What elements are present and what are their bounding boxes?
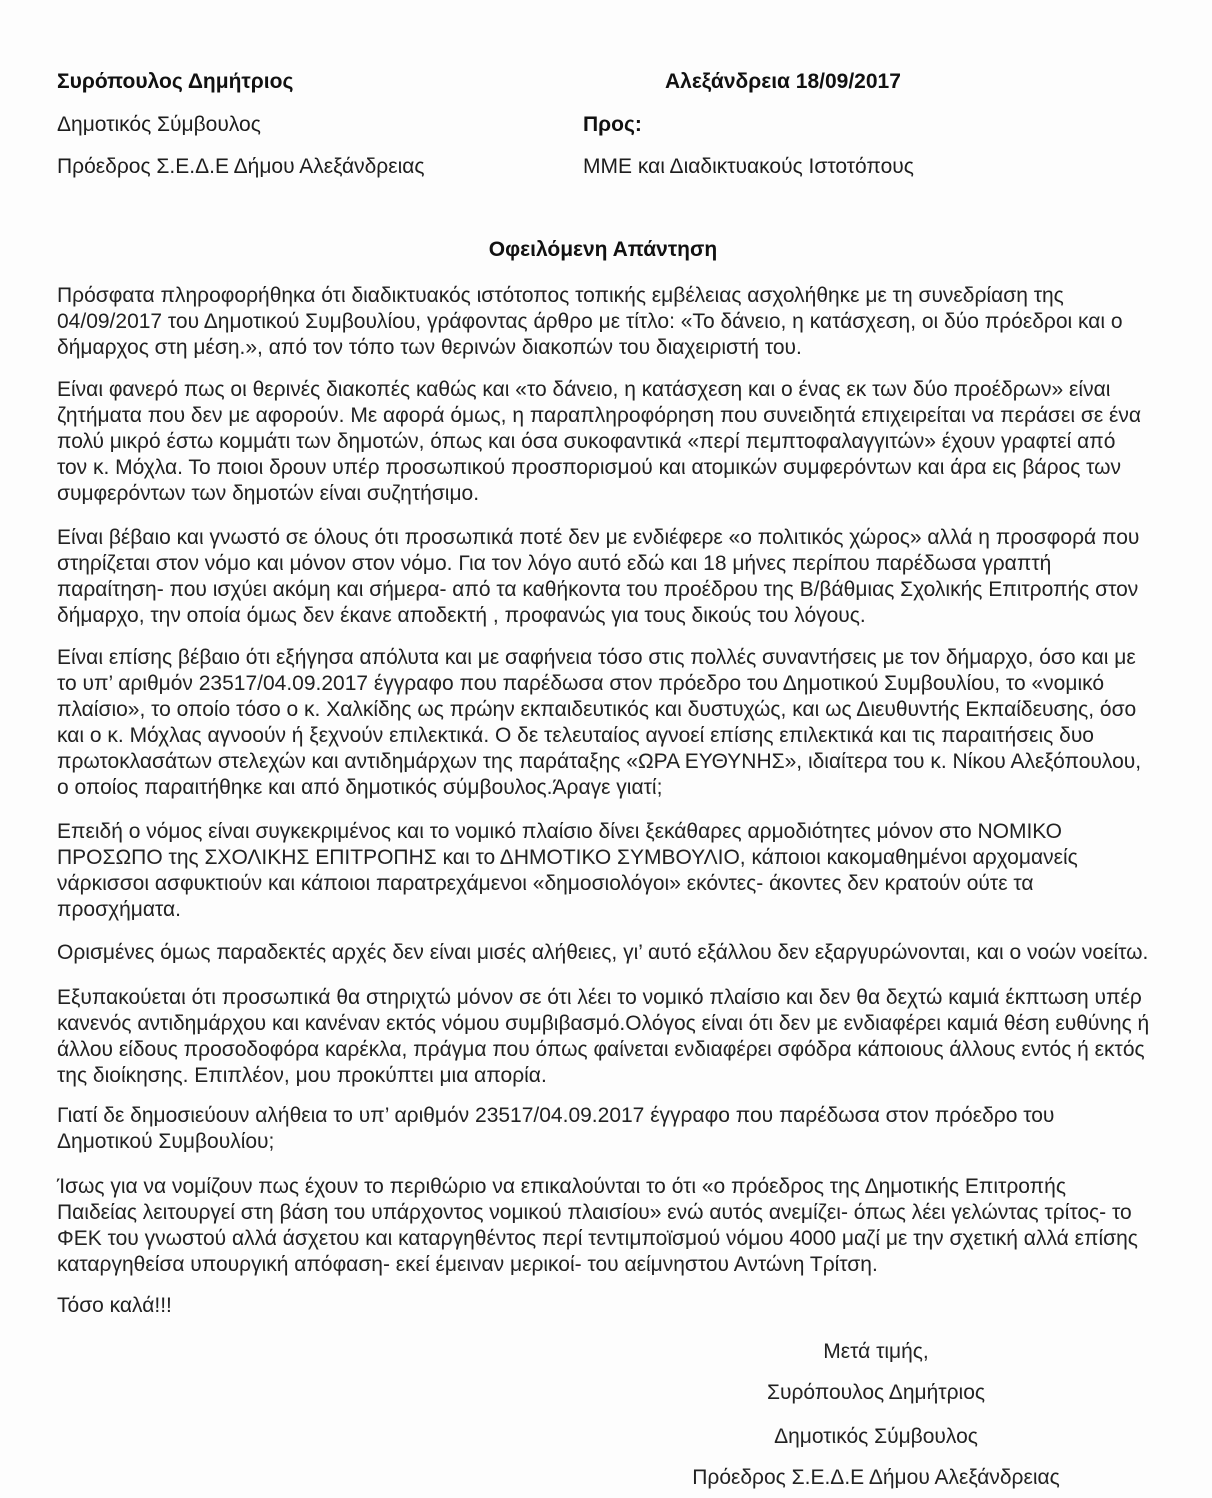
paragraph-line: Ίσως για να νομίζουν πως έχουν το περιθώριο να επικαλούνται το ότι «ο πρόεδρος της Δημοτικής Επιτροπής bbox=[57, 1175, 1066, 1198]
paragraph-line: ζητήματα που δεν με αφορούν. Με αφορά όμως, η παραπληροφόρηση που συνειδητά επιχειρείται να περάσει σε ένα bbox=[57, 404, 1142, 427]
paragraph-line: Παιδείας λειτουργεί στη βάση του υπάρχοντος νομικού πλαισίου» ενώ αυτός ανεμίζει- όπως λέει γελώντας τρίτος- το bbox=[57, 1201, 1132, 1224]
paragraph-line: νάρκισσοι ασφυκτιούν και κάποιοι παρατρεχάμενοι «δημοσιολόγοι» εκόντες- άκοντες δεν κρατούν ούτε τα bbox=[57, 872, 1034, 895]
closing-position: Πρόεδρος Σ.Ε.Δ.Ε Δήμου Αλεξάνδρειας bbox=[692, 1466, 1060, 1489]
sender-role: Δημοτικός Σύμβουλος bbox=[57, 113, 261, 136]
paragraph-line: ΠΡΟΣΩΠΟ της ΣΧΟΛΙΚΗΣ ΕΠΙΤΡΟΠΗΣ και το ΔΗΜΟΤΙΚΟ ΣΥΜΒΟΥΛΙΟ, κάποιοι κακομαθημένοι αρχομανείς bbox=[57, 846, 1078, 869]
paragraph-line: πρωτοκλασάτων στελεχών και αντιδημάρχων της παράταξης «ΩΡΑ ΕΥΘΥΝΗΣ», ιδιαίτερα του κ. Νίκου Αλεξόπουλου, bbox=[57, 750, 1142, 773]
paragraph-line: και ο κ. Μόχλας αγνοούν ή ξεχνούν επιλεκτικά. Ο δε τελευταίος αγνοεί επίσης επιλεκτικά και τις παραιτήσεις δυο bbox=[57, 724, 1094, 747]
place-date: Αλεξάνδρεια 18/09/2017 bbox=[665, 70, 901, 93]
body-paragraph bbox=[57, 283, 1167, 361]
paragraph-line: Τόσο καλά!!! bbox=[57, 1294, 172, 1317]
body-paragraph bbox=[57, 985, 1167, 1089]
paragraph-line: πλαίσιο», το οποίο τόσο ο κ. Χαλκίδης ως πρώην εκπαιδευτικός και δυστυχώς, και ως Διευθυντής Εκπαίδευσης, όσο bbox=[57, 698, 1137, 721]
paragraph-line: Είναι επίσης βέβαιο ότι εξήγησα απόλυτα και με σαφήνεια τόσο στις πολλές συναντήσεις με τον δήμαρχο, όσο και με bbox=[57, 646, 1136, 669]
sender-name: Συρόπουλος Δημήτριος bbox=[57, 70, 294, 93]
paragraph-line: προσχήματα. bbox=[57, 898, 181, 921]
paragraph-line: συμφερόντων των δημοτών είναι συζητήσιμο. bbox=[57, 482, 480, 505]
body-paragraph bbox=[57, 940, 1167, 966]
paragraph-line: Είναι φανερό πως οι θερινές διακοπές καθώς και «το δάνειο, η κατάσχεση και ο ένας εκ των δύο προέδρων» είναι bbox=[57, 378, 1111, 401]
body-paragraph bbox=[57, 1103, 1167, 1155]
body-paragraph bbox=[57, 645, 1167, 801]
paragraph-line: πολύ μικρό έστω κομμάτι των δημοτών, όπως και όσα συκοφαντικά «περί πεμπτοφαλαγγιτών» έχουν γραφτεί από bbox=[57, 430, 1116, 453]
paragraph-line: 04/09/2017 του Δημοτικού Συμβουλίου, γράφοντας άρθρο με τίτλο: «Το δάνειο, η κατάσχεση, οι δύο πρόεδροι και ο bbox=[57, 310, 1123, 333]
paragraph-line: ο οποίος παραιτήθηκε και από δημοτικός σύμβουλος.Άραγε γιατί; bbox=[57, 776, 663, 799]
paragraph-line: Πρόσφατα πληροφορήθηκα ότι διαδικτυακός ιστότοπος τοπικής εμβέλειας ασχολήθηκε με τη συνεδρίαση της bbox=[57, 284, 1064, 307]
paragraph-line: παραίτηση- που ισχύει ακόμη και σήμερα- από τα καθήκοντα του προέδρου της Β/βάθμιας Σχολικής Επιτροπής στον bbox=[57, 578, 1139, 601]
body-paragraph bbox=[57, 1293, 1167, 1319]
paragraph-line: της διοίκησης. Επιπλέον, μου προκύπτει μια απορία. bbox=[57, 1064, 547, 1087]
body-paragraph bbox=[57, 525, 1167, 629]
recipient-label: Προς: bbox=[583, 113, 642, 136]
paragraph-line: Επειδή ο νόμος είναι συγκεκριμένος και το νομικό πλαίσιο δίνει ξεκάθαρες αρμοδιότητες μόνον στο ΝΟΜΙΚΟ bbox=[57, 820, 1062, 843]
paragraph-line: άλλου είδους προσοδοφόρα καρέκλα, πράγμα που όπως φαίνεται ενδιαφέρει σφόδρα κάποιους άλλους εντός ή εκτός bbox=[57, 1038, 1145, 1061]
closing-name: Συρόπουλος Δημήτριος bbox=[767, 1381, 985, 1404]
paragraph-line: το υπ’ αριθμόν 23517/04.09.2017 έγγραφο που παρέδωσα στον πρόεδρο του Δημοτικού Συμβουλίου, το «νομικό bbox=[57, 672, 1105, 695]
sender-position: Πρόεδρος Σ.Ε.Δ.Ε Δήμου Αλεξάνδρειας bbox=[57, 155, 425, 178]
paragraph-line: δήμαρχο, την οποία όμως δεν έκανε αποδεκτή , προφανώς για τους δικούς του λόγους. bbox=[57, 604, 866, 627]
paragraph-line: καταργηθείσα υπουργική απόφαση- εκεί έμειναν μερικοί- του αείμνηστου Αντώνη Τρίτση. bbox=[57, 1253, 878, 1276]
paragraph-line: τον κ. Μόχλα. Το ποιοι δρουν υπέρ προσωπικού προσπορισμού και ατομικών συμφερόντων και άρα εις βάρος των bbox=[57, 456, 1122, 479]
closing-salutation: Μετά τιμής, bbox=[823, 1340, 929, 1363]
paragraph-line: ΦΕΚ του γνωστού αλλά άσχετου και καταργηθέντος περί τεντιμποϊσμού νόμου 4000 μαζί με την σχετική αλλά επίσης bbox=[57, 1227, 1138, 1250]
paragraph-line: Ορισμένες όμως παραδεκτές αρχές δεν είναι μισές αλήθειες, γι’ αυτό εξάλλου δεν εξαργυρώνονται, και ο νοών νοείτω. bbox=[57, 941, 1149, 964]
paragraph-line: δήμαρχος στη μέση.», από τον τόπο των θερινών διακοπών του διαχειριστή του. bbox=[57, 336, 802, 359]
paragraph-line: Εξυπακούεται ότι προσωπικά θα στηριχτώ μόνον σε ότι λέει το νομικό πλαίσιο και δεν θα δεχτώ καμιά έκπτωση υπέρ bbox=[57, 986, 1142, 1009]
body-paragraph bbox=[57, 819, 1167, 923]
paragraph-line: στηρίζεται στον νόμο και μόνον στον νόμο. Για τον λόγο αυτό εδώ και 18 μήνες περίπου παρέδωσα γραπτή bbox=[57, 552, 1052, 575]
body-paragraph bbox=[57, 377, 1167, 507]
closing-role: Δημοτικός Σύμβουλος bbox=[774, 1425, 978, 1448]
letter-title: Οφειλόμενη Απάντηση bbox=[488, 238, 718, 261]
recipient-name: ΜΜΕ και Διαδικτυακούς Ιστοτόπους bbox=[583, 155, 914, 178]
paragraph-line: Είναι βέβαιο και γνωστό σε όλους ότι προσωπικά ποτέ δεν με ενδιέφερε «ο πολιτικός χώρος» αλλά η προσφορά που bbox=[57, 526, 1140, 549]
paragraph-line: Γιατί δε δημοσιεύουν αλήθεια το υπ’ αριθμόν 23517/04.09.2017 έγγραφο που παρέδωσα στον πρόεδρο του bbox=[57, 1104, 1055, 1127]
paragraph-line: κανενός αντιδημάρχου και κανέναν εκτός νόμου συμβιβασμό.Ολόγος είναι ότι δεν με ενδιαφέρει καμιά θέση ευθύνης ή bbox=[57, 1012, 1150, 1035]
body-paragraph bbox=[57, 1174, 1167, 1278]
paragraph-line: Δημοτικού Συμβουλίου; bbox=[57, 1130, 275, 1153]
